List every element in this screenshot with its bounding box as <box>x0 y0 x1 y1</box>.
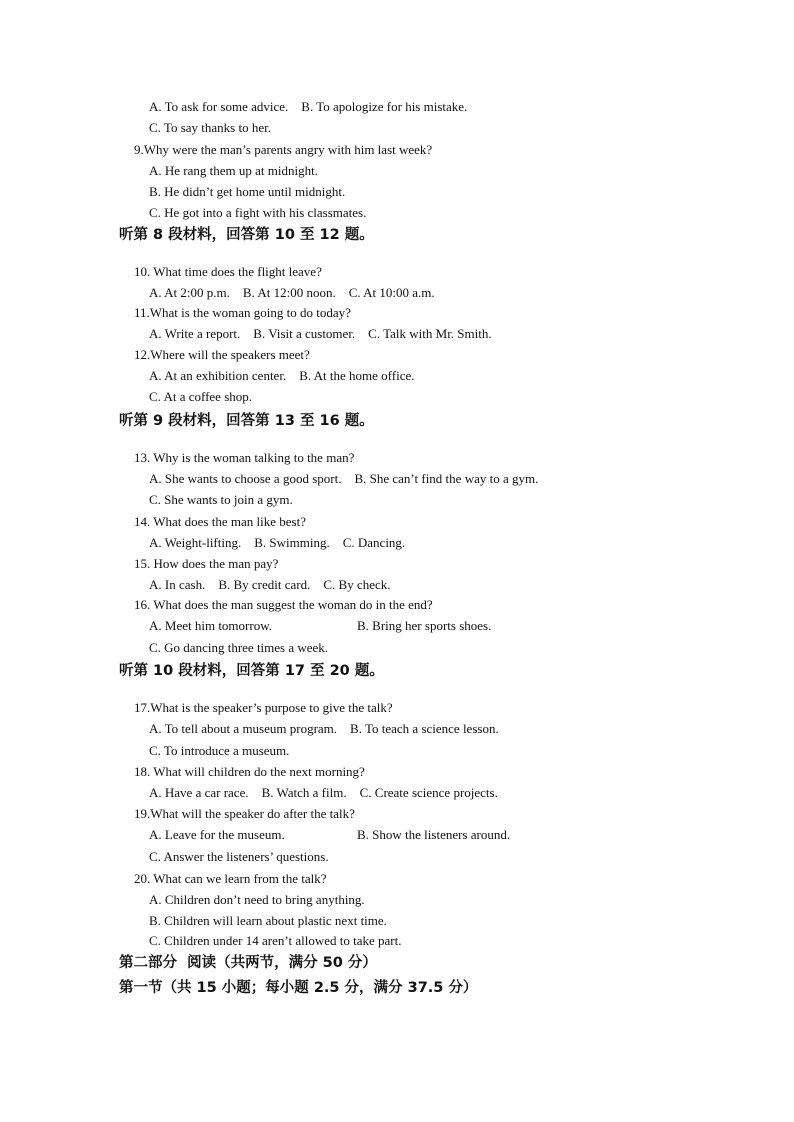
q8-options-ab: A. To ask for some advice. B. To apologize for his mistake. <box>149 99 468 114</box>
question-12: 12.Where will the speakers meet? <box>134 347 310 362</box>
q20-option-c: C. Children under 14 aren’t allowed to take part. <box>149 933 402 948</box>
q16-option-c: C. Go dancing three times a week. <box>149 640 329 655</box>
q16-option-a: A. Meet him tomorrow. <box>149 618 272 633</box>
question-9: 9.Why were the man’s parents angry with him last week? <box>134 142 433 157</box>
q16-option-b: B. Bring her sports shoes. <box>357 618 492 633</box>
question-17: 17.What is the speaker’s purpose to give the talk? <box>134 700 393 715</box>
question-16: 16. What does the man suggest the woman do in the end? <box>134 597 433 612</box>
q10-options: A. At 2:00 p.m. B. At 12:00 noon. C. At 10:00 a.m. <box>149 285 435 300</box>
q9-option-c: C. He got into a fight with his classmates. <box>149 205 367 220</box>
section-heading-8: 听第 8 段材料，回答第 10 至 12 题。 <box>119 227 374 243</box>
q19-option-c: C. Answer the listeners’ questions. <box>149 849 329 864</box>
q9-option-b: B. He didn’t get home until midnight. <box>149 184 346 199</box>
q19-option-b: B. Show the listeners around. <box>357 827 511 842</box>
q11-options: A. Write a report. B. Visit a customer. C. Talk with Mr. Smith. <box>149 326 492 341</box>
q9-option-a: A. He rang them up at midnight. <box>149 163 318 178</box>
question-15: 15. How does the man pay? <box>134 556 279 571</box>
q17-options-ab: A. To tell about a museum program. B. To teach a science lesson. <box>149 721 499 736</box>
q13-option-c: C. She wants to join a gym. <box>149 492 293 507</box>
part-two-heading: 第二部分 阅读（共两节，满分 50 分） <box>119 955 377 971</box>
question-11: 11.What is the woman going to do today? <box>134 305 351 320</box>
section-heading-9: 听第 9 段材料，回答第 13 至 16 题。 <box>119 413 374 429</box>
question-19: 19.What will the speaker do after the talk? <box>134 806 355 821</box>
q18-options: A. Have a car race. B. Watch a film. C. Create science projects. <box>149 785 498 800</box>
q14-options: A. Weight-lifting. B. Swimming. C. Dancing. <box>149 535 406 550</box>
question-20: 20. What can we learn from the talk? <box>134 871 327 886</box>
q20-option-b: B. Children will learn about plastic next time. <box>149 913 387 928</box>
q13-options-ab: A. She wants to choose a good sport. B. She can’t find the way to a gym. <box>149 471 539 486</box>
q12-options-ab: A. At an exhibition center. B. At the home office. <box>149 368 415 383</box>
question-14: 14. What does the man like best? <box>134 514 306 529</box>
q12-option-c: C. At a coffee shop. <box>149 389 253 404</box>
q20-option-a: A. Children don’t need to bring anything. <box>149 892 365 907</box>
q8-option-c: C. To say thanks to her. <box>149 120 271 135</box>
question-13: 13. Why is the woman talking to the man? <box>134 450 355 465</box>
q17-option-c: C. To introduce a museum. <box>149 743 290 758</box>
q19-option-a: A. Leave for the museum. <box>149 827 285 842</box>
section-heading-10: 听第 10 段材料，回答第 17 至 20 题。 <box>119 663 384 679</box>
question-18: 18. What will children do the next morning? <box>134 764 365 779</box>
question-10: 10. What time does the flight leave? <box>134 264 322 279</box>
q15-options: A. In cash. B. By credit card. C. By check. <box>149 577 391 592</box>
part-two-section-one-heading: 第一节（共 15 小题；每小题 2.5 分，满分 37.5 分） <box>119 980 478 996</box>
